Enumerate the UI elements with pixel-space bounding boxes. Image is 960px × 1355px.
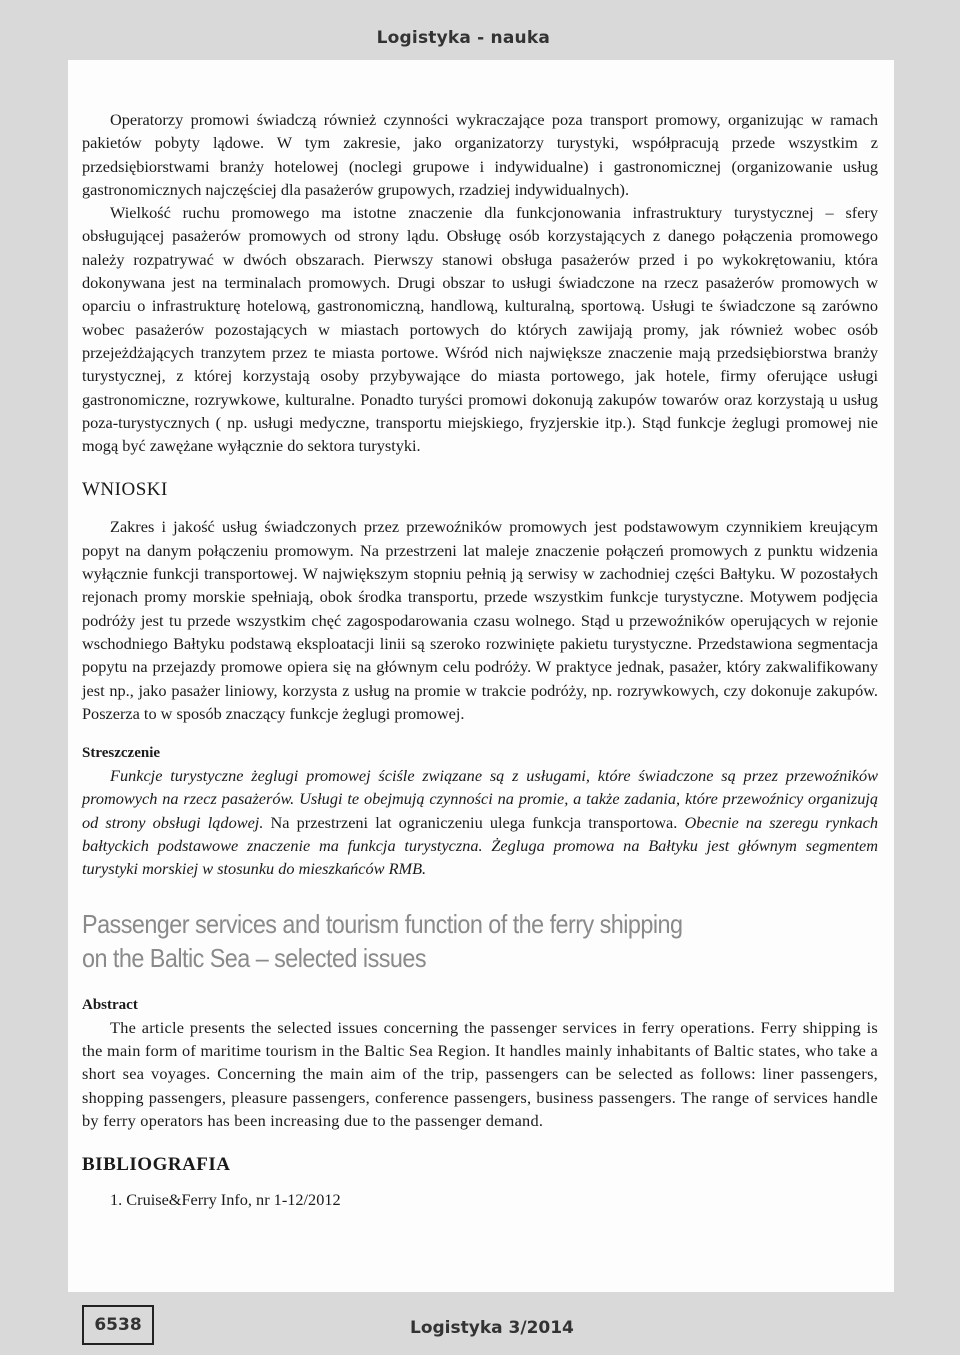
page <box>68 60 894 1292</box>
english-title-line-2: on the Baltic Sea – selected issues <box>82 942 427 973</box>
summary-regular: Na przestrzeni lat ograniczeniu ulega funkcja transportowa. <box>263 812 685 832</box>
page-number: 6538 <box>82 1305 154 1345</box>
conclusions-heading: WNIOSKI <box>82 479 168 501</box>
running-header: Logistyka - nauka <box>376 28 550 48</box>
article-body <box>82 108 878 1211</box>
paragraph-traffic-volume: Wielkość ruchu promowego ma istotne znaczenie dla funkcjonowania infrastruktury turystycznej – sfery obsługującej pasażerów promowych od strony lądu. Obsługę osób korzystających z danego połączenia promowego należy rozpatrywać w dwóch obszarach. Pierwszy stanowi obsługa pasażerów przed i po wykokrętowaniu, która dokonywana jest na terminalach promowych. Drugi obszar to usługi świadczone na rzecz pasażerów promowych w oparciu o infrastrukturę hotelową, gastronomiczną, handlową, kulturalną, sportową. Usługi te świadczone są zarówno wobec pasażerów pozostających w miastach portowych do których zawijają promy, jak również wobec osób przejeżdżających tranzytem przez te miasta portowe. Wśród nich największe znaczenie mają przedsiębiorstwa branży turystycznej, z której korzystają osoby przybywające do miasta portowego, jak hotele, firmy oferujące usługi gastronomiczne, rozrywkowe, kulturalne. Ponadto turyści promowi dokonują zakupów towarów oraz korzystają u usług poza-turystycznych ( np. usługi medyczne, transportu miejskiego, fryzjerskie itp.). Stąd funkcje żeglugi promowej nie mogą być zawężane wyłącznie do sektora turystyki. <box>82 203 878 456</box>
summary-italic-1: Funkcje turystyczne żeglugi promowej ściśle związane są z usługami, które świadczone są przez przewoźników promowych na rzecz pasażerów. Usługi te obejmują czynności na promie, a także zadania, które przewoźnicy organizują od strony obsługi lądowej. <box>82 766 878 832</box>
abstract-heading: Abstract <box>82 996 138 1013</box>
bibliography-item: 1. Cruise&Ferry Info, nr 1-12/2012 <box>110 1190 341 1210</box>
summary-italic-2: Obecnie na szeregu rynkach bałtyckich podstawowe znaczenie ma funkcja turystyczna. Żegluga promowa na Bałtyku jest głównym segmentem turystyki morskiej w stosunku do mieszkańców RMB. <box>82 812 878 879</box>
paragraph-operators: Operatorzy promowi świadczą również czynności wykraczające poza transport promowy, organizując w ramach pakietów pobyty lądowe. W tym zakresie, jako organizatorzy turystyki, współpracują przede wszystkim z przedsiębiorstwami branży hotelowej (noclegi grupowe i indywidualne) i gastronomicznej (organizowanie usług gastronomicznych najczęściej dla pasażerów grupowych, rzadziej indywidualnych). <box>82 110 878 199</box>
bibliography-heading: BIBLIOGRAFIA <box>82 1154 231 1176</box>
english-title <box>82 907 798 975</box>
summary-heading: Streszczenie <box>82 745 161 762</box>
journal-footer: Logistyka 3/2014 <box>410 1318 574 1338</box>
summary-text <box>82 764 878 880</box>
abstract-text: The article presents the selected issues concerning the passenger services in ferry operations. Ferry shipping is the main form of maritime tourism in the Baltic Sea Region. It handles mainly inhabitants of Baltic states, who take a short sea voyages. Concerning the main aim of the trip, passengers can be selected as follows: liner passengers, shopping passengers, pleasure passengers, conference passengers, business passengers. The range of services handle by ferry operators has been increasing due to the passenger demand. <box>82 1017 878 1130</box>
english-title-line-1: Passenger services and tourism function of the ferry shipping <box>82 908 683 939</box>
conclusions-text: Zakres i jakość usług świadczonych przez przewoźników promowych jest podstawowym czynnikiem kreującym popyt na danym połączeniu promowym. Na przestrzeni lat maleje znaczenie połączeń promowych z punktu widzenia wyłącznie funkcji transportowej. W największym stopniu pełnią ją serwisy w zachodniej części Bałtyku. W pozostałych rejonach promy morskie spełniają, obok środka transportu, przede wszystkim funkcje turystyczne. Motywem podjęcia podróży jest tu przede wszystkim chęć zagospodarowania czasu wolnego. Stąd u przewoźników operujących w rejonie wschodniego Bałtyku podstawą eksploatacji linii są szeroko rozwinięte pakietu turystyczne. Przedstawiona segmentacja popytu na przejazdy promowe opiera się na głównym celu podróży. W praktyce jednak, pasażer, który zakwalifikowany jest np., jako pasażer liniowy, korzysta z usług na promie w trakcie podróży, np. rozrywkowych, czy dokonuje zakupów. Poszerza to w sposób znaczący funkcje żeglugi promowej. <box>82 517 878 723</box>
